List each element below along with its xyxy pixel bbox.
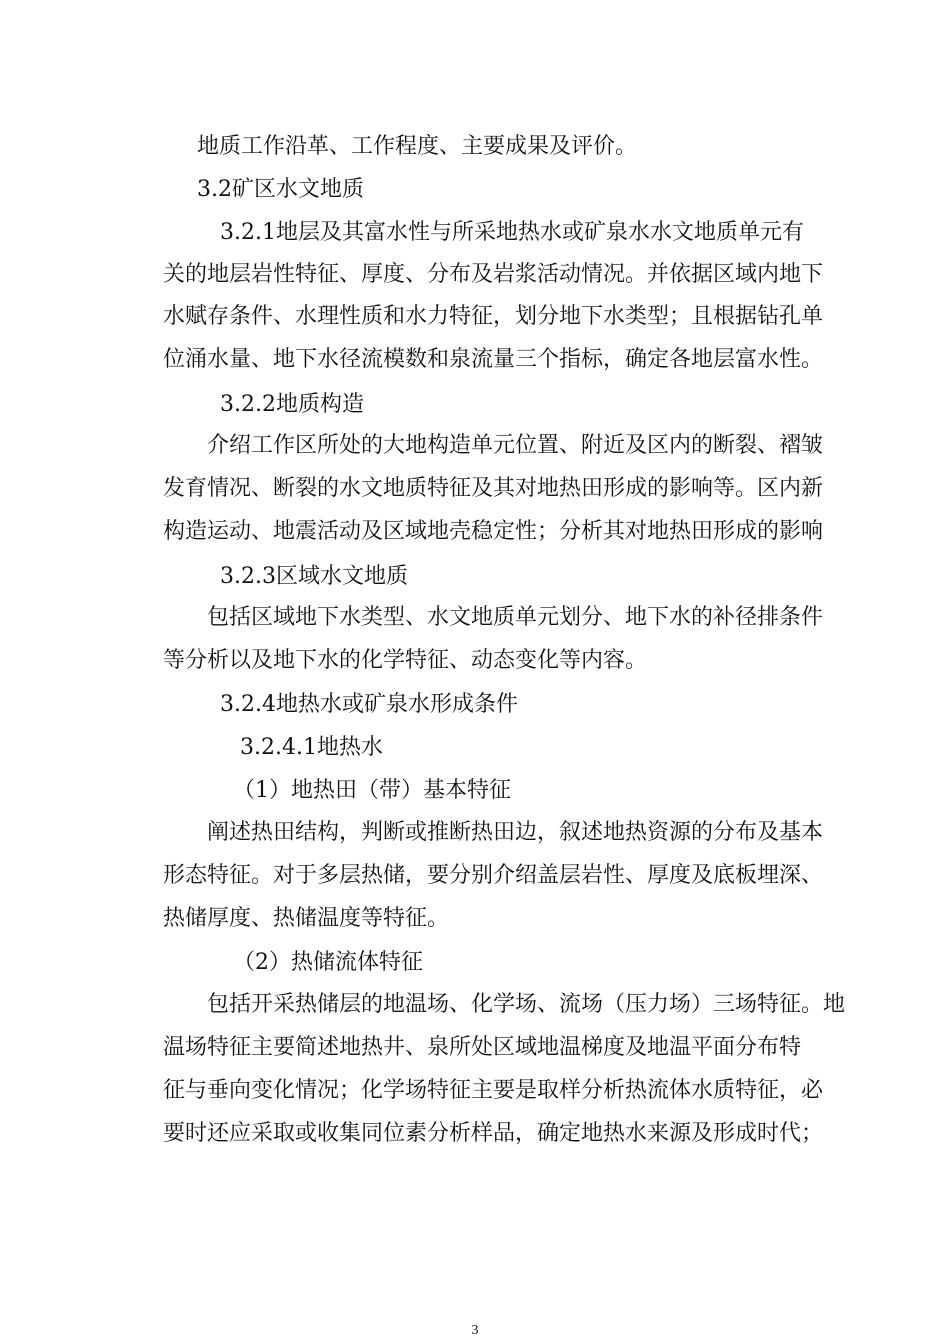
text-line: 发育情况、断裂的水文地质特征及其对地热田形成的影响等。区内新 [163,476,824,501]
page-number: 3 [471,1323,479,1338]
text-line: 形态特征。对于多层热储，要分别介绍盖层岩性、厚度及底板埋深、 [163,863,824,888]
text-line: 介绍工作区所处的大地构造单元位置、附近及区内的断裂、褶皱 [207,433,824,458]
text-line: 水赋存条件、水理性质和水力特征，划分地下水类型；且根据钻孔单 [163,304,824,329]
subsection-heading: 3.2.2地质构造 [220,392,364,417]
text-line: 关的地层岩性特征、厚度、分布及岩浆活动情况。并依据区域内地下 [163,262,824,287]
item-heading: （2）热储流体特征 [233,950,423,975]
section-heading: 3.2矿区水文地质 [197,177,364,202]
text-line: 征与垂向变化情况；化学场特征主要是取样分析热流体水质特征，必 [163,1078,824,1103]
subsection-heading: 3.2.3区域水文地质 [220,564,408,589]
text-line: 要时还应采取或收集同位素分析样品，确定地热水来源及形成时代； [163,1121,824,1146]
text-line: 热储厚度、热储温度等特征。 [163,906,450,931]
text-line: 3.2.1地层及其富水性与所采地热水或矿泉水水文地质单元有 [220,220,804,245]
text-line: 等分析以及地下水的化学特征、动态变化等内容。 [163,648,648,673]
text-line: 温场特征主要简述地热井、泉所处区域地温梯度及地温平面分布特 [163,1035,802,1060]
text-line: 构造运动、地震活动及区域地壳稳定性；分析其对地热田形成的影响 [163,519,824,544]
text-line: 位涌水量、地下水径流模数和泉流量三个指标，确定各地层富水性。 [163,347,824,372]
text-line: 包括区域地下水类型、水文地质单元划分、地下水的补径排条件 [207,605,824,630]
text-line: 地质工作沿革、工作程度、主要成果及评价。 [197,134,638,159]
subsection-heading: 3.2.4.1地热水 [240,735,383,760]
subsection-heading: 3.2.4地热水或矿泉水形成条件 [220,692,518,717]
text-line: 包括开采热储层的地温场、化学场、流场（压力场）三场特征。地 [207,992,846,1017]
text-line: 阐述热田结构，判断或推断热田边，叙述地热资源的分布及基本 [207,820,824,845]
item-heading: （1）地热田（带）基本特征 [233,778,511,803]
